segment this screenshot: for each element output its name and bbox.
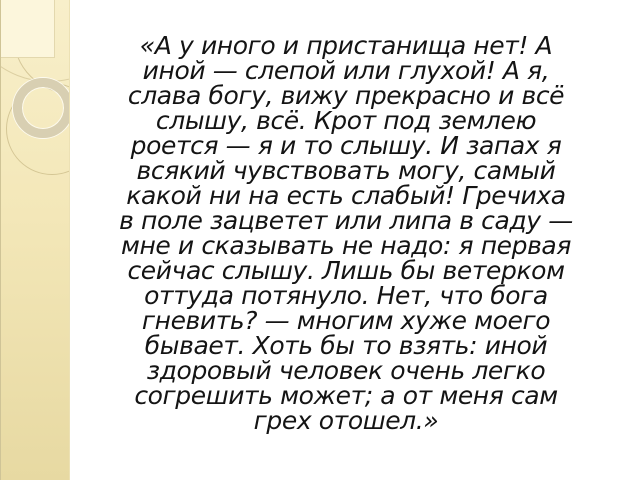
quote-line: согрешить может; а от меня сам — [134, 381, 558, 410]
quote-line: иной — слепой или глухой! А я, — [142, 56, 550, 85]
quote-line: оттуда потянуло. Нет, что бога — [144, 281, 548, 310]
quote-line: бывает. Хоть бы то взять: иной — [144, 331, 548, 360]
quote-line: роется — я и то слышу. И запах я — [130, 131, 562, 160]
quote-line: «А у иного и пристанища нет! А — [139, 31, 553, 60]
quote-line: всякий чувствовать могу, самый — [136, 156, 556, 185]
quote-line: сейчас слышу. Лишь бы ветерком — [127, 256, 565, 285]
quote-line: гневить? — многим хуже моего — [141, 306, 551, 335]
quote-line: слышу, всё. Крот под землею — [155, 106, 537, 135]
quote-line: в поле зацветет или липа в саду — — [119, 206, 573, 235]
quote-line: здоровый человек очень легко — [146, 356, 546, 385]
decorative-corner-panel — [1, 0, 55, 58]
quote-line: мне и сказывать не надо: я первая — [121, 231, 571, 260]
quote-line: грех отошел.» — [253, 406, 439, 435]
quote-text — [56, 33, 636, 433]
quote-line: какой ни на есть слабый! Гречиха — [126, 181, 566, 210]
quote-line: слава богу, вижу прекрасно и всё — [127, 81, 565, 110]
